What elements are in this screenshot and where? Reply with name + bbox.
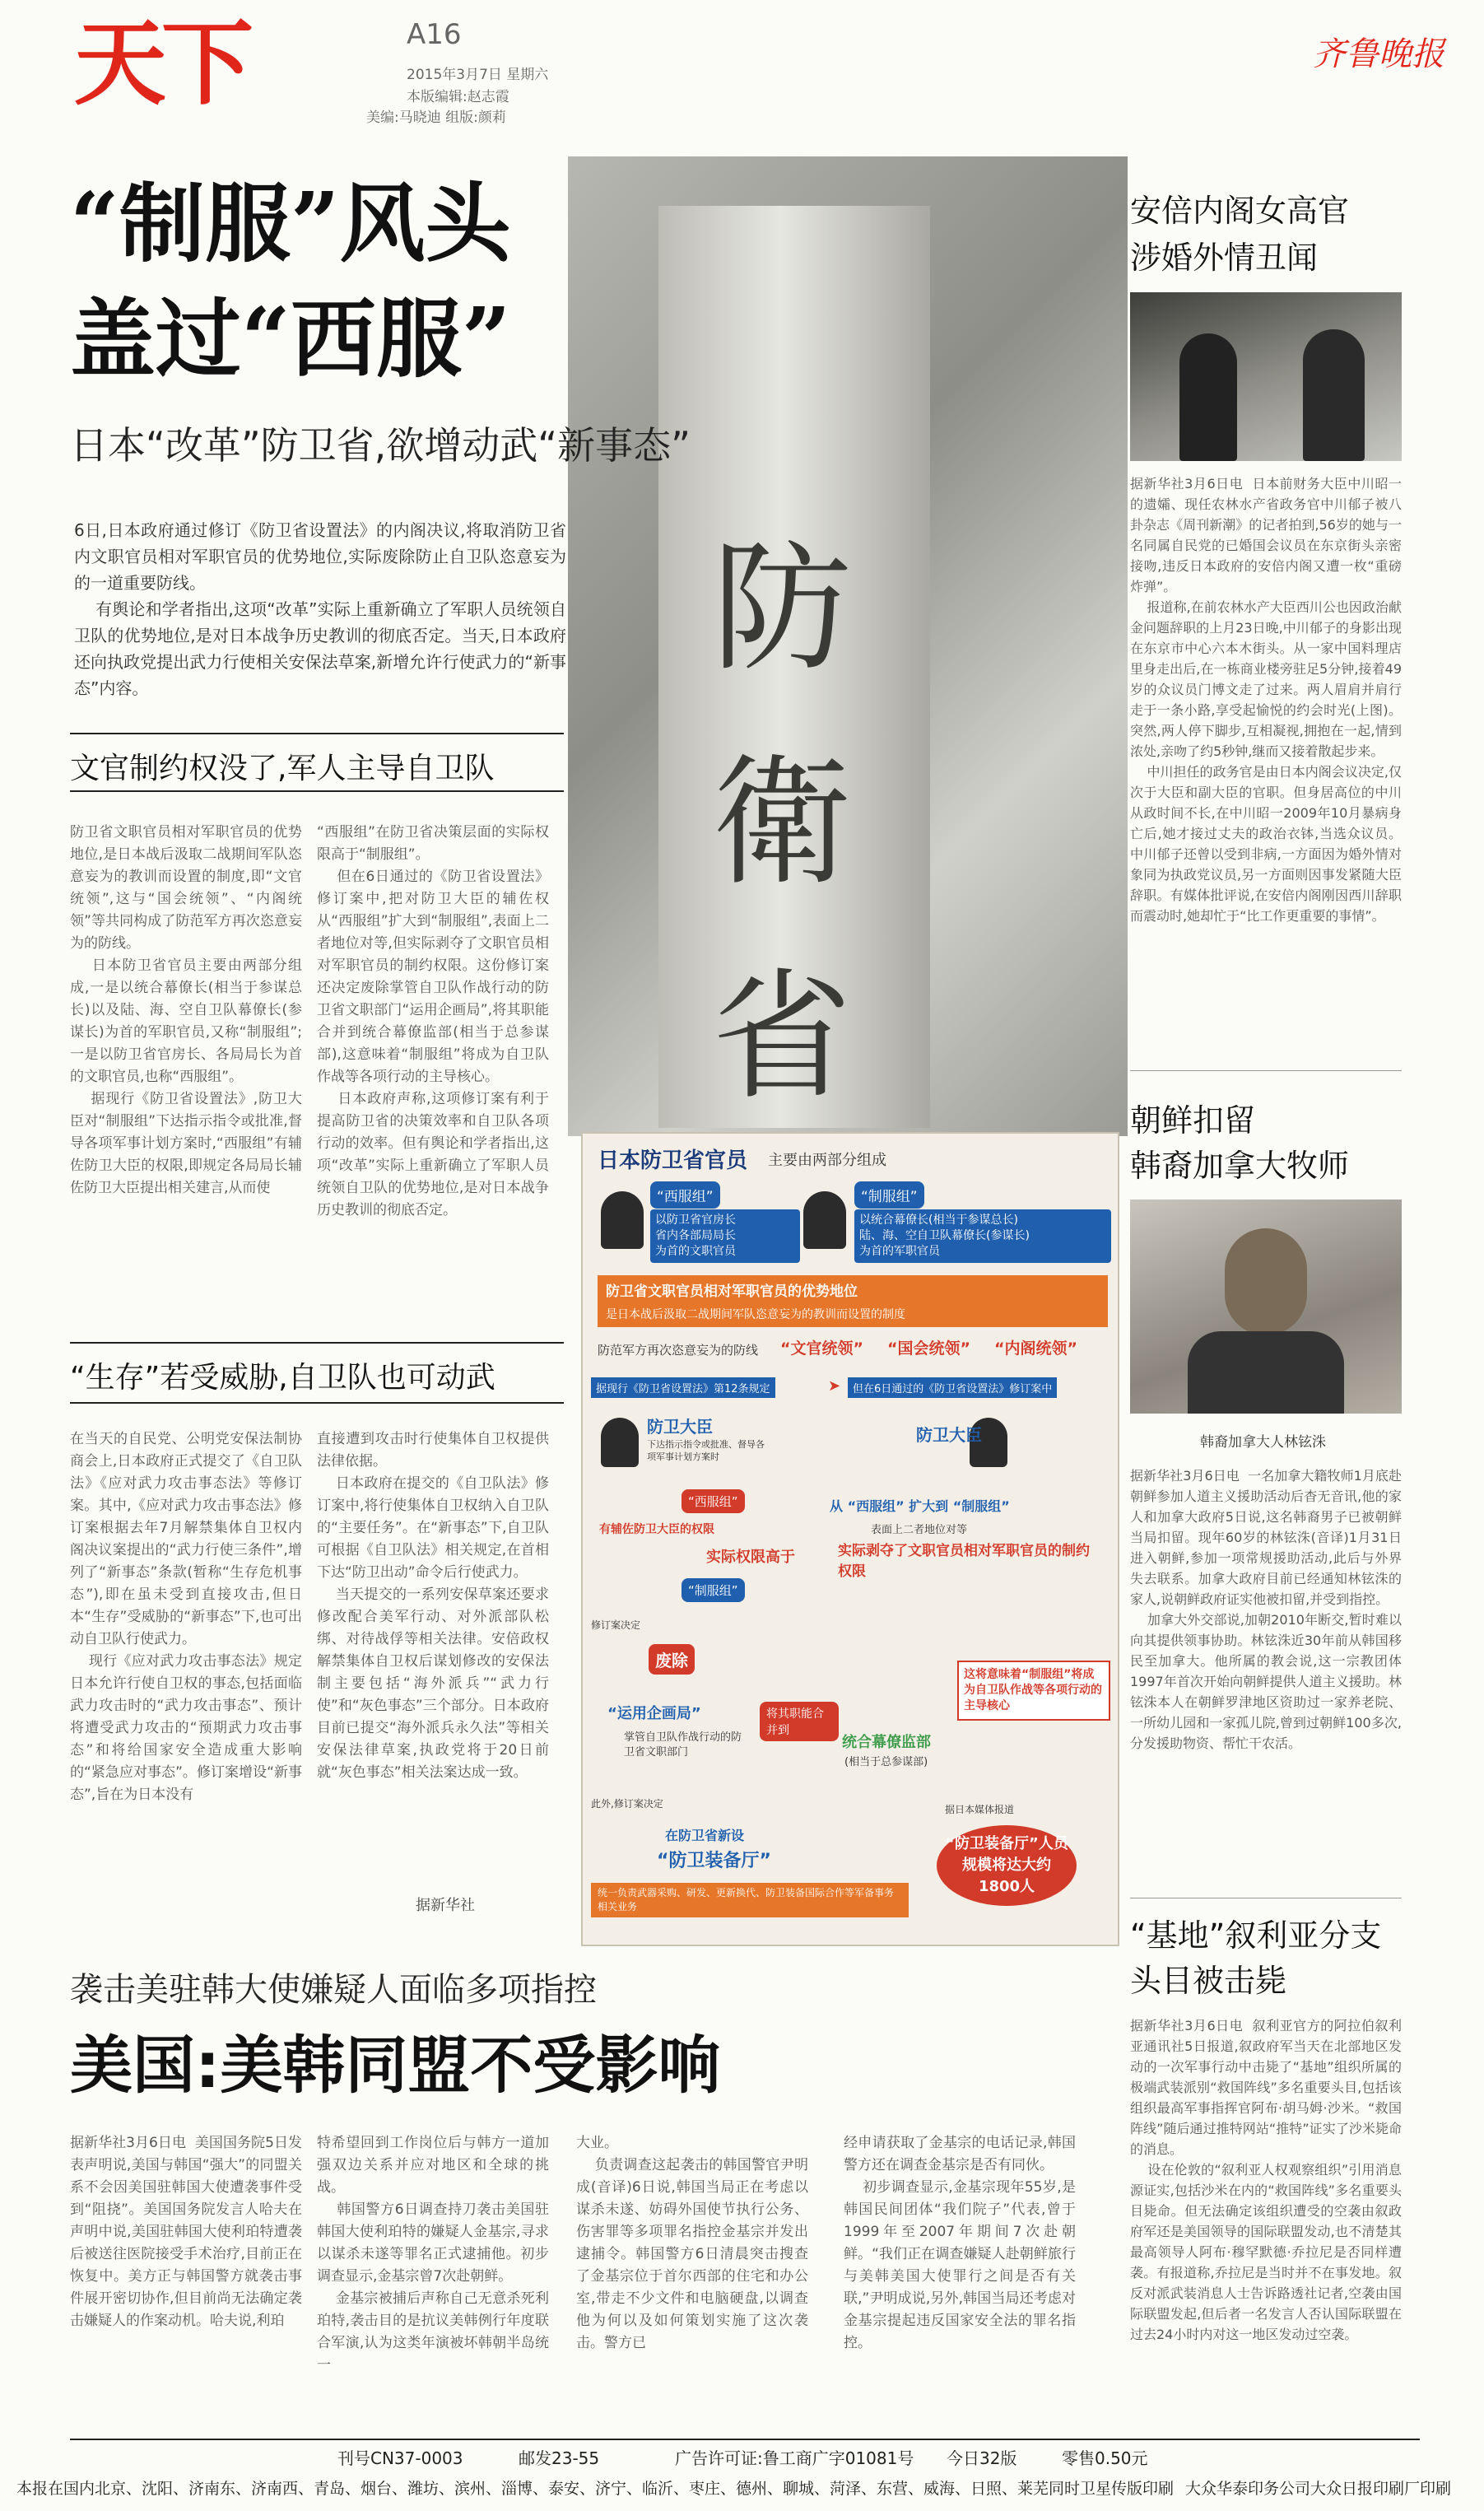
- bottom-col4: 经申请获取了金基宗的电话记录,韩国警方还在调查金基宗是否有同伙。 初步调查显示,金基宗现年55岁,是韩国民间团体“我们院子”代表,曾于1999年至2007年期间7次赴朝鲜。“我们正在调查嫌疑人赴朝鲜旅行与美韩美国大使罪行之间是否有关联,”尹明成说,另外,韩国当局还考虑对金基宗提起违反国家安全法的罪名指控。: [844, 2135, 1076, 2351]
- footer-postal: 邮发23-55: [519, 2448, 600, 2468]
- military-person-icon: [803, 1191, 846, 1249]
- stripped-label: 实际剥夺了文职官员相对军职官员的制约权限: [838, 1543, 1090, 1580]
- revision-decided: 修订案决定: [591, 1619, 641, 1631]
- defense-ministry-sign-photo: [568, 156, 1128, 1136]
- staff-count: “防卫装备厅”人员规模将达大约1800人: [937, 1825, 1077, 1906]
- sidebar1-title-2: 涉婚外情丑闻: [1130, 240, 1319, 276]
- pastor-head: [1225, 1228, 1307, 1335]
- lead-subhead: 日本“改革”防卫省,欲增动武“新事态”: [70, 423, 691, 468]
- sidebar1-title-1: 安倍内阁女高官: [1130, 193, 1350, 229]
- newspaper-logo: 齐鲁晚报: [1313, 35, 1444, 73]
- civil-tag: “西服组”: [650, 1181, 720, 1209]
- bottom-col2: 特希望回到工作岗位后与韩方一道加强双边关系并应对地区和全球的挑战。 韩国警方6日调查持刀袭击美国驻韩国大使利珀特的嫌疑人金基宗,寻求以谋杀未遂等罪名正式逮捕他。初步调查显示,金基宗曾7次赴朝鲜。 金基宗被捕后声称自己无意杀死利珀特,袭击目的是抗议美韩例行年度联合军演,认为这类年演被坏韩朝半岛统一: [317, 2135, 549, 2374]
- sidebar2-title-2: 韩裔加拿大牧师: [1130, 1148, 1350, 1184]
- new-agency: “防卫装备厅”: [657, 1851, 771, 1871]
- section1-rule-bottom: [70, 790, 564, 792]
- infographic: [581, 1132, 1119, 1946]
- sign-character: 防 衛 省: [711, 528, 852, 1119]
- equal-label: 表面上二者地位对等: [871, 1524, 968, 1536]
- civil-higher: 实际权限高于: [706, 1549, 795, 1566]
- ops-desc: 掌管自卫队作战行动的防卫省文职部门: [624, 1731, 742, 1759]
- advantage-note: 是日本战后汲取二战期间军队恣意妄为的教训而设置的制度: [598, 1303, 1108, 1327]
- bottom-subhead: 袭击美驻韩大使嫌疑人面临多项指控: [70, 1971, 597, 2009]
- info-title: 日本防卫省官员: [598, 1148, 748, 1173]
- sidebar2-rule: [1130, 1070, 1402, 1071]
- section-logo: 天下: [74, 11, 249, 118]
- pastor-body: [1188, 1331, 1344, 1414]
- defense-line-3: “内阁统领”: [994, 1339, 1077, 1358]
- minister-right: 防卫大臣: [916, 1425, 982, 1445]
- section1-title: 文官制约权没了,军人主导自卫队: [70, 752, 495, 785]
- civil-person-icon: [601, 1191, 644, 1249]
- info-title-note: 主要由两部分组成: [768, 1152, 886, 1169]
- sidebar1-body: 据新华社3月6日电 日本前财务大臣中川昭一的遗孀、现任农林水产省政务官中川郁子被八卦杂志《周刊新潮》的记者拍到,56岁的她与一名同属自民党的已婚国会议员在东京街头亲密接吻,违反日本政府的安倍内阁又遭一枚“重磅炸弹”。 报道称,在前农林水产大臣西川公也因政治献金问题辞职的上月23日晚,中川郁子的身影出现在东京市中心六本木街头。从一家中国料理店里身走出后,在一栋商业楼旁驻足5分钟,接着49岁的众议员门博文走了过来。两人眉肩并肩行走于一条小路,享受起愉悦的约会时光(上图)。突然,两人停下脚步,互相凝视,拥抱在一起,情到浓处,亲吻了约5秒钟,继而又接着散起步来。 中川担任的政务官是由日本内阁会议决定,仅次于大臣和副大臣的官职。但身居高位的中川从政时间不长,在中川昭一2009年10月暴病身亡后,她才接过丈夫的政治衣钵,当选众议员。中川郁子还曾以受到非病,一方面因为婚外情对象同为执政党议员,另一方面则因事发紧随大臣辞职。有媒体批评说,在安倍内阁刚因西川辞职而震动时,她却忙于“比工作更重要的事情”。: [1130, 476, 1403, 924]
- footer-pages: 今日32版: [947, 2448, 1017, 2468]
- section1-rule-top: [70, 733, 564, 734]
- bottom-col1: 据新华社3月6日电 美国国务院5日发表声明说,美国与韩国“强大”的同盟关系不会因美国驻韩国大使遭袭事件受到“阻挠”。美国国务院发言人哈夫在声明中说,美国驻韩国大使利珀特遭袭后被送往医院接受手术治疗,目前正在恢复中。美方正与韩国警方就袭击事件展开密切协作,但目前尚无法确定袭击嫌疑人的作案动机。哈夫说,利珀: [70, 2135, 302, 2329]
- footer-ad: 广告许可证:鲁工商广字01081号: [675, 2448, 914, 2468]
- sidebar2-body: 据新华社3月6日电 一名加拿大籍牧师1月底赴朝鲜参加人道主义援助活动后杳无音讯,他的家人和加拿大政府5日说,这名韩裔男子已被朝鲜当局扣留。现年60岁的林铉洙(音译)1月31日进入朝鲜,参加一项常规援助活动,此后与外界失去联系。加拿大政府目前已经通知林铉洙的家人,说朝鲜政府证实他被扣留,并受到指控。 加拿大外交部说,加朝2010年断交,暂时难以向其提供领事协助。林铉洙近30年前从韩国移民至加拿大。他所属的教会说,这一宗教团体1997年首次开始向朝鲜提供人道主义援助。林铉洙本人在朝鲜罗津地区资助过一家养老院、一所幼儿园和一家孤儿院,曾到过朝鲜100多次,分发援助物资、帮忙干农活。: [1130, 1468, 1402, 1751]
- footer-print-sites: 本报在国内北京、沈阳、济南东、济南西、青岛、烟台、潍坊、滨州、淄博、泰安、济宁、临沂、枣庄、德州、聊城、菏泽、东营、威海、日照、莱芜同时卫星传版印刷: [16, 2480, 1175, 2498]
- meaning-note: 这将意味着“制服组”将成为自卫队作战等各项行动的主导核心: [957, 1661, 1110, 1721]
- joint-staff: 统合幕僚监部: [842, 1734, 931, 1751]
- bottom-headline: 美国:美韩同盟不受影响: [70, 2029, 721, 2102]
- compare-left-label: 据现行《防卫省设置法》第12条规定: [591, 1377, 775, 1398]
- defense-lines-label: 防范军方再次恣意妄为的防线: [598, 1343, 759, 1358]
- minister-left: 防卫大臣: [647, 1417, 713, 1437]
- compare-right-label: 但在6日通过的《防卫省设置法》修订案中: [848, 1377, 1057, 1398]
- woman-figure: [1303, 329, 1365, 461]
- section2-rule-top: [70, 1342, 564, 1344]
- pastor-caption: 韩裔加拿大人林铉洙: [1200, 1434, 1326, 1451]
- civil-desc: 以防卫省官房长 省内各部局局长 为首的文职官员: [650, 1209, 800, 1263]
- minister-left-icon: [601, 1418, 639, 1467]
- section2-col2: 直接遭到攻击时行使集体自卫权提供法律依据。 日本政府在提交的《自卫队法》修订案中,将行使集体自卫权纳入自卫队的“主要任务”。在“新事态”下,自卫队可根据《自卫队法》相关规定,在首相下达“防卫出动”命令后行使武力。 当天提交的一系列安保草案还要求修改配合美军行动、对外派部队松绑、对待战俘等相关法律。安倍政权解禁集体自卫权后谋划修改的安保法制主要包括“海外派兵”“武力行使”和“灰色事态”三个部分。日本政府目前已提交“海外派兵永久法”等相关安保法律草案,执政党将于20日前就“灰色事态”相关法案达成一致。: [317, 1431, 549, 1781]
- man-figure: [1179, 333, 1237, 461]
- footer-printer: 大众华泰印务公司大众日报印刷厂印刷: [1185, 2480, 1452, 2498]
- lead-headline-line1: “制服”风头: [70, 173, 511, 274]
- pastor-photo: [1130, 1200, 1402, 1414]
- lead-credit: 据新华社: [416, 1897, 475, 1914]
- new-agency-pre: 在防卫省新设: [665, 1828, 745, 1843]
- sidebar3-body: 据新华社3月6日电 叙利亚官方的阿拉伯叙利亚通讯社5日报道,叙政府军当天在北部地区发动的一次军事行动中击毙了“基地”组织所属的极端武装派别“救国阵线”多名重要头目,包括该组织最高军事指挥官阿布·胡马姆·沙米。“救国阵线”随后通过推特网站“推特”证实了沙米毙命的消息。 设在伦敦的“叙利亚人权观察组织”引用消息源证实,包括沙米在内的“救国阵线”多名重要头目毙命。但无法确定该组织遭受的空袭由叙政府军还是美国领导的国际联盟发动,也不清楚其最高领导人阿布·穆罕默德·乔拉尼是否同样遭袭。有报道称,乔拉尼是当时并不在事发地。叙反对派武装消息人士告诉路透社记者,空袭由国际联盟发起,但后者一名发言人否认国际联盟在过去24小时内对这一地区发动过空袭。: [1130, 2018, 1402, 2342]
- masthead: [0, 0, 1484, 126]
- new-agency-desc: 统一负责武器采购、研发、更新换代、防卫装备国际合作等军备事务相关业务: [591, 1883, 909, 1917]
- advantage-banner: 防卫省文职官员相对军职官员的优势地位: [598, 1275, 1108, 1304]
- sidebar3-title-1: “基地”叙利亚分支: [1130, 1917, 1382, 1954]
- sidebar2-title-1: 朝鲜扣留: [1130, 1102, 1256, 1139]
- also-label: 此外,修订案决定: [591, 1798, 663, 1810]
- section1-col2: “西服组”在防卫省决策层面的实际权限高于“制服组”。 但在6日通过的《防卫省设置法》修订案中,把对防卫大臣的辅佐权从“西服组”扩大到“制服组”,表面上二者地位对等,但实际剥夺了文职官员相对军职官员的制约权限。这份修订案还决定废除掌管自卫队作战行动的防卫省文职部门“运用企画局”,将其职能合并到统合幕僚监部(相当于总参谋部),这意味着“制服组”将成为自卫队作战等各项行动的主导核心。 日本政府声称,这项修订案有利于提高防卫省的决策效率和自卫队各项行动的效率。但有舆论和学者指出,这项“改革”实际上重新确立了军职人员统领自卫队的优势地位,是对日本战争历史教训的彻底否定。: [317, 824, 549, 1218]
- footer-price: 零售0.50元: [1062, 2448, 1148, 2468]
- military-desc: 以统合幕僚长(相当于参谋总长) 陆、海、空自卫队幕僚长(参谋长) 为首的军职官员: [854, 1209, 1111, 1263]
- design-credit: 美编:马晓迪 组版:颜莉: [366, 109, 506, 126]
- footer-rule: [70, 2439, 1420, 2440]
- military-small-tag: “制服组”: [682, 1578, 745, 1602]
- section2-rule-bottom: [70, 1402, 564, 1404]
- section2-title: “生存”若受威胁,自卫队也可动武: [70, 1361, 495, 1395]
- lead-intro: 6日,日本政府通过修订《防卫省设置法》的内阁决议,将取消防卫省内文职官员相对军职官员的优势地位,实际废除防止自卫队恣意妄为的一道重要防线。 有舆论和学者指出,这项“改革”实际上重新确立了军职人员统领自卫队的优势地位,是对日本战争历史教训的彻底否定。当天,日本政府还向执政党提出武力行使相关安保法草案,新增允许行使武力的“新事态”内容。: [74, 520, 566, 698]
- bottom-col3: 大业。 负责调查这起袭击的韩国警官尹明成(音译)6日说,韩国当局正在考虑以谋杀未遂、妨碍外国使节执行公务、伤害罪等多项罪名指控金基宗并发出逮捕令。韩国警方6日清晨突击搜查了金基宗位于首尔西部的住宅和办公室,带走不少文件和电脑硬盘,以调查他为何以及如何策划实施了这次袭击。警方已: [576, 2135, 808, 2351]
- section2-col1: 在当天的自民党、公明党安保法制协商会上,日本政府正式提交了《自卫队法》《应对武力攻击事态法》等修订案。其中,《应对武力攻击事态法》修订案根据去年7月解禁集体自卫权内阁决议案提出的“武力行使三条件”,增列了“新事态”条款(暂称“生存危机事态”),即在虽未受到直接攻击,但日本“生存”受威胁的“新事态”下,也可出动自卫队行使武力。 现行《应对武力攻击事态法》规定日本允许行使自卫权的事态,包括面临武力攻击时的“武力攻击事态”、预计将遭受武力攻击的“预期武力攻击事态”和将给国家安全造成重大影响的“紧急应对事态”。修订案增设“新事态”,旨在为日本没有: [70, 1431, 302, 1803]
- civil-small-tag: “西服组”: [682, 1489, 745, 1513]
- lead-headline-line2: 盖过“西服”: [70, 288, 511, 389]
- civil-power: 有辅佐防卫大臣的权限: [599, 1523, 714, 1536]
- defense-line-2: “国会统领”: [887, 1339, 970, 1358]
- section1-col1: 防卫省文职官员相对军职官员的优势地位,是日本战后汲取二战期间军队恣意妄为的教训而设置的制度,即“文官统领”,这与“国会统领”、“内阁统领”等共同构成了防范军方再次恣意妄为的防线。 日本防卫省官员主要由两部分组成,一是以统合幕僚长(相当于参谋总长)以及陆、海、空自卫队幕僚长(参谋长)为首的军职官员,又称“制服组”;一是以防卫省官房长、各局局长为首的文职官员,也称“西服组”。 据现行《防卫省设置法》,防卫大臣对“制服组”下达指示指令或批准,督导各项军事计划方案时,“西服组”有辅佐防卫大臣的权限,即规定各局局长辅佐防卫大臣提出相关建言,从而使: [70, 824, 303, 1196]
- ops-bureau: “运用企画局”: [607, 1705, 701, 1722]
- minister-note: 下达指示指令或批准、督导各项军事计划方案时: [647, 1439, 765, 1462]
- editor-credit: 本版编辑:赵志霞: [407, 89, 509, 105]
- couple-photo: [1130, 292, 1402, 461]
- footer-reg: 刊号CN37-0003: [337, 2448, 463, 2468]
- staff-note: 据日本媒体报道: [945, 1804, 1015, 1815]
- joint-staff-note: (相当于总参谋部): [844, 1756, 928, 1768]
- compare-arrow-icon: ➤: [828, 1377, 841, 1395]
- expand-label: 从 “西服组” 扩大到 “制服组”: [830, 1498, 1010, 1514]
- defense-line-1: “文官统领”: [780, 1339, 863, 1358]
- page-number: A16: [407, 18, 462, 51]
- sidebar3-title-2: 头目被击毙: [1130, 1963, 1287, 1999]
- military-tag: “制服组”: [854, 1181, 924, 1209]
- merge-arrow: 将其职能合并到: [760, 1702, 839, 1741]
- abolish-stamp: 废除: [649, 1644, 695, 1675]
- issue-date: 2015年3月7日 星期六: [407, 67, 549, 83]
